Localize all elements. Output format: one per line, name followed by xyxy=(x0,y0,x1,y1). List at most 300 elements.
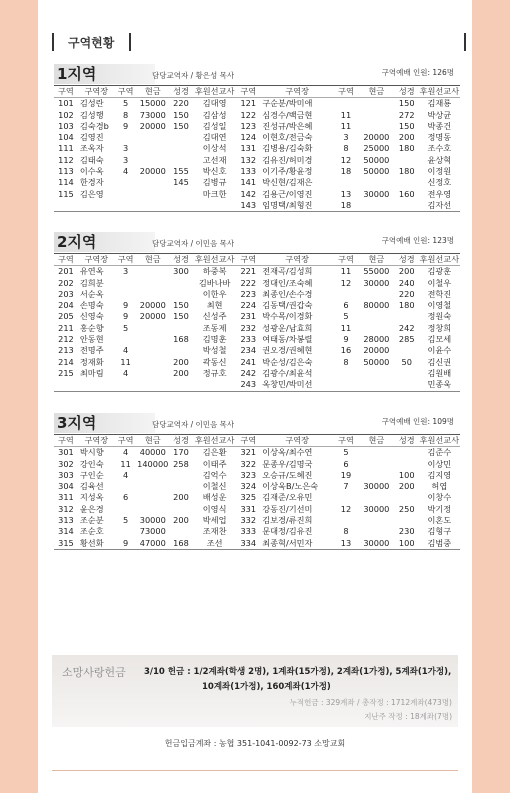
table-cell: 200 xyxy=(398,132,415,143)
table-cell: 200 xyxy=(173,367,189,378)
table-cell: 박신호 xyxy=(202,166,227,177)
table-cell xyxy=(136,177,169,188)
header-title-bar xyxy=(129,33,131,51)
table-cell: 150 xyxy=(173,300,189,311)
table-cell xyxy=(169,143,193,154)
table-cell: 155 xyxy=(173,166,189,177)
table-cell: 11 xyxy=(340,109,352,120)
table-cell: 302 xyxy=(58,458,74,469)
table-cell: 12 xyxy=(340,154,352,165)
table-cell: 19 xyxy=(340,469,352,480)
table-row xyxy=(54,470,460,481)
table-cell: 231 xyxy=(240,311,257,322)
table-cell: 이영식 xyxy=(202,503,227,514)
table-row xyxy=(54,98,460,110)
table-row xyxy=(54,200,460,212)
table-cell: 조동제 xyxy=(202,322,227,333)
table-cell: 김지영 xyxy=(427,469,452,480)
header-right-bar xyxy=(464,33,466,51)
table-cell: 이상석 xyxy=(202,143,227,154)
table-cell xyxy=(193,379,236,391)
table-cell: 272 xyxy=(398,109,415,120)
table-cell: 박시향 xyxy=(79,447,104,458)
column-header: 구역 xyxy=(115,435,137,447)
table-cell: 222 xyxy=(240,277,257,288)
table-cell xyxy=(54,379,78,391)
table-cell: 204 xyxy=(58,300,74,311)
table-cell: 정규호 xyxy=(202,367,227,378)
table-cell: 12 xyxy=(340,277,352,288)
column-header: 구역 xyxy=(236,254,260,266)
table-cell: 214 xyxy=(58,356,74,367)
table-cell: 김광훈 xyxy=(427,266,452,277)
table-cell: 200 xyxy=(398,481,415,492)
table-cell: 200 xyxy=(173,492,189,503)
table-cell: 242 xyxy=(398,322,415,333)
table-row xyxy=(54,526,460,537)
column-header: 현금 xyxy=(136,435,169,447)
table-cell: 50000 xyxy=(363,356,390,367)
region-attendance: 구역예배 인원: 123명 xyxy=(381,236,454,245)
table-cell: 73000 xyxy=(139,109,166,120)
table-cell: 20000 xyxy=(139,311,166,322)
region-pastor: 담당교역자 / 황은성 목사 xyxy=(152,71,235,80)
table-cell xyxy=(115,504,137,515)
region-table xyxy=(54,435,460,550)
table-cell xyxy=(358,98,395,110)
table-cell: 133 xyxy=(240,166,257,177)
table-cell: 고선재 xyxy=(202,154,227,165)
column-header: 현금 xyxy=(358,86,395,98)
region-divider xyxy=(54,253,460,254)
table-cell: 112 xyxy=(58,154,74,165)
table-cell: 202 xyxy=(58,277,74,288)
table-cell: 박수목/이경화 xyxy=(262,311,313,322)
table-cell: 김형구 xyxy=(427,526,452,537)
table-cell: 180 xyxy=(398,143,415,154)
table-cell: 이상옥/최수연 xyxy=(262,447,313,458)
table-cell: 김재준/오유민 xyxy=(262,492,313,503)
table-cell: 김성행 xyxy=(79,109,104,120)
column-header: 후원선교사 xyxy=(194,435,235,445)
table-cell: 242 xyxy=(240,367,257,378)
table-cell xyxy=(334,98,358,110)
table-cell xyxy=(358,526,395,537)
table-cell: 11 xyxy=(120,356,131,367)
table-cell: 이철우 xyxy=(427,277,452,288)
table-cell: 옥창민/박미선 xyxy=(262,379,313,390)
table-cell xyxy=(169,289,193,300)
table-cell: 15000 xyxy=(139,98,166,109)
table-cell xyxy=(115,289,137,300)
table-cell: 5 xyxy=(123,98,129,109)
table-cell: 홍순향 xyxy=(79,322,104,333)
table-cell: 220 xyxy=(173,98,189,109)
column-header: 성경 xyxy=(169,435,193,447)
table-row xyxy=(54,492,460,503)
table-cell: 이영철 xyxy=(427,300,452,311)
region-title: 3지역 xyxy=(54,413,155,433)
table-cell xyxy=(395,345,419,356)
table-row xyxy=(54,357,460,368)
table-cell: 20000 xyxy=(363,132,390,143)
table-cell: 이태주 xyxy=(202,458,227,469)
table-cell: 배성운 xyxy=(202,492,227,503)
table-cell: 9 xyxy=(123,120,129,131)
table-cell xyxy=(136,278,169,289)
table-cell: 324 xyxy=(240,481,257,492)
table-cell: 150 xyxy=(173,120,189,131)
table-cell: 50000 xyxy=(363,154,390,165)
column-header: 성경 xyxy=(169,254,193,266)
table-cell: 7 xyxy=(343,481,349,492)
region-attendance: 구역예배 인원: 109명 xyxy=(381,417,454,426)
table-cell: 정원숙 xyxy=(427,311,452,322)
region-divider xyxy=(54,85,460,86)
table-cell: 김병용/김숙화 xyxy=(262,143,313,154)
table-row xyxy=(54,155,460,166)
table-cell: 전명주 xyxy=(79,345,104,356)
table-row xyxy=(54,166,460,177)
table-cell: 168 xyxy=(173,537,189,548)
table-cell: 323 xyxy=(240,469,257,480)
table-cell: 마크한 xyxy=(202,188,227,199)
table-cell: 100 xyxy=(398,469,415,480)
table-cell xyxy=(395,459,419,470)
table-cell: 180 xyxy=(398,166,415,177)
table-cell: 101 xyxy=(58,98,74,109)
table-row xyxy=(54,278,460,289)
column-header: 구역 xyxy=(334,254,358,266)
table-row xyxy=(54,323,460,334)
table-cell xyxy=(169,189,193,200)
table-cell: 김자선 xyxy=(427,199,452,210)
table-cell xyxy=(358,368,395,379)
table-cell xyxy=(395,311,419,322)
table-cell: 안동현 xyxy=(79,334,104,345)
table-cell: 심경수/백금현 xyxy=(262,109,313,120)
table-cell: 4 xyxy=(123,447,129,458)
table-cell: 168 xyxy=(173,334,189,345)
table-cell: 이창수 xyxy=(427,492,452,503)
table-cell: 김바나바 xyxy=(198,277,231,288)
table-row xyxy=(54,368,460,379)
table-cell: 김육선 xyxy=(79,481,104,492)
table-cell xyxy=(136,132,169,143)
table-cell: 이윤수 xyxy=(427,345,452,356)
region-3-section xyxy=(54,413,460,550)
table-cell xyxy=(169,481,193,492)
table-cell: 정명동 xyxy=(427,132,452,143)
donation-logo: 소망사랑헌금 xyxy=(62,666,126,679)
table-cell: 8 xyxy=(343,526,349,537)
footer-divider xyxy=(52,770,458,771)
table-cell: 50 xyxy=(401,356,412,367)
table-cell: 김은환 xyxy=(202,447,227,458)
column-header: 현금 xyxy=(358,435,395,447)
table-cell xyxy=(136,357,169,368)
table-cell: 김삼성 xyxy=(202,109,227,120)
table-cell: 30000 xyxy=(363,481,390,492)
table-cell xyxy=(358,515,395,526)
table-cell xyxy=(136,379,169,391)
table-cell: 김유진/허미경 xyxy=(262,154,313,165)
table-cell: 이상민 xyxy=(427,458,452,469)
table-cell: 윤상혁 xyxy=(427,154,452,165)
table-cell xyxy=(54,200,78,212)
table-cell xyxy=(115,177,137,188)
table-cell: 322 xyxy=(240,458,257,469)
table-cell: 5 xyxy=(123,515,129,526)
table-cell: 123 xyxy=(240,120,257,131)
table-cell: 정재화 xyxy=(79,356,104,367)
table-cell: 김신권 xyxy=(427,356,452,367)
table-cell: 3 xyxy=(123,143,129,154)
table-cell: 30000 xyxy=(363,503,390,514)
table-cell xyxy=(169,278,193,289)
table-cell: 16 xyxy=(340,345,352,356)
table-cell xyxy=(358,470,395,481)
table-cell: 오승규/도혜진 xyxy=(262,469,313,480)
table-cell: 박기정 xyxy=(427,503,452,514)
column-header: 구역장 xyxy=(78,254,115,266)
table-cell: 20000 xyxy=(139,300,166,311)
table-cell xyxy=(193,200,236,212)
table-cell: 박신현/김재은 xyxy=(262,177,313,188)
table-cell: 이기주/황윤정 xyxy=(262,166,313,177)
table-cell xyxy=(334,492,358,503)
table-cell: 200 xyxy=(173,515,189,526)
table-cell: 최마림 xyxy=(79,367,104,378)
table-cell: 301 xyxy=(58,447,74,458)
table-cell: 142 xyxy=(240,188,257,199)
table-cell: 104 xyxy=(58,132,74,143)
table-cell: 김태숙 xyxy=(79,154,104,165)
table-cell xyxy=(115,379,137,391)
column-header: 현금 xyxy=(136,86,169,98)
table-cell xyxy=(334,368,358,379)
table-cell: 111 xyxy=(58,143,74,154)
table-cell: 윤은경 xyxy=(79,503,104,514)
table-cell: 11 xyxy=(340,120,352,131)
column-header: 구역장 xyxy=(260,254,334,266)
table-cell: 이철신 xyxy=(202,481,227,492)
table-cell: 121 xyxy=(240,98,257,109)
table-cell: 3 xyxy=(343,132,349,143)
table-cell: 이수옥 xyxy=(79,166,104,177)
table-cell: 5 xyxy=(343,447,349,458)
table-cell: 5 xyxy=(123,322,129,333)
table-cell xyxy=(136,492,169,503)
table-cell: 이한우 xyxy=(202,288,227,299)
table-cell: 9 xyxy=(343,334,349,345)
table-cell: 9 xyxy=(123,537,129,548)
table-cell: 325 xyxy=(240,492,257,503)
table-cell: 258 xyxy=(173,458,189,469)
table-cell xyxy=(395,155,419,166)
page-title: 구역현황 xyxy=(68,36,115,50)
table-cell xyxy=(169,323,193,334)
table-cell: 김모세 xyxy=(427,334,452,345)
table-cell: 신성주 xyxy=(202,311,227,322)
table-cell xyxy=(358,177,395,188)
column-header: 성경 xyxy=(395,86,419,98)
table-cell: 조옥자 xyxy=(79,143,104,154)
table-row xyxy=(54,189,460,200)
table-cell: 4 xyxy=(123,469,129,480)
column-header: 성경 xyxy=(395,435,419,447)
table-cell xyxy=(334,379,358,391)
table-cell: 박성철 xyxy=(202,345,227,356)
table-cell: 신정호 xyxy=(427,177,452,188)
region-table xyxy=(54,86,460,212)
table-cell: 이혼도 xyxy=(427,515,452,526)
table-cell: 241 xyxy=(240,356,257,367)
table-cell: 하중복 xyxy=(202,266,227,277)
table-row xyxy=(54,379,460,391)
table-cell: 문대정/김유진 xyxy=(262,526,313,537)
table-cell: 전재곡/김성희 xyxy=(262,266,313,277)
table-cell: 박종건 xyxy=(427,120,452,131)
column-header: 구역장 xyxy=(78,435,115,447)
table-cell: 240 xyxy=(398,277,415,288)
column-header: 후원선교사 xyxy=(419,86,460,96)
table-cell: 100 xyxy=(398,537,415,548)
table-cell: 6 xyxy=(343,300,349,311)
table-cell: 103 xyxy=(58,120,74,131)
table-cell: 304 xyxy=(58,481,74,492)
column-header: 구역 xyxy=(54,435,78,447)
table-row xyxy=(54,177,460,188)
table-cell: 허엽 xyxy=(431,481,448,492)
column-header: 현금 xyxy=(136,254,169,266)
table-cell xyxy=(334,515,358,526)
table-cell xyxy=(395,379,419,391)
table-cell xyxy=(395,515,419,526)
table-header-row xyxy=(54,86,460,98)
table-row xyxy=(54,515,460,526)
column-header: 구역 xyxy=(236,435,260,447)
table-cell: 3 xyxy=(123,154,129,165)
table-cell: 조수호 xyxy=(427,143,452,154)
table-cell: 40000 xyxy=(139,447,166,458)
table-cell: 김은영 xyxy=(79,188,104,199)
table-cell xyxy=(169,345,193,356)
table-cell: 강동진/기선미 xyxy=(262,503,313,514)
table-cell: 73000 xyxy=(139,526,166,537)
column-header: 후원선교사 xyxy=(194,254,235,264)
table-cell: 321 xyxy=(240,447,257,458)
table-cell xyxy=(136,266,169,278)
table-cell: 김범중 xyxy=(427,537,452,548)
table-cell: 334 xyxy=(240,537,257,548)
table-cell: 30000 xyxy=(139,515,166,526)
table-cell: 김동택/권갑숙 xyxy=(262,300,313,311)
table-cell: 구인순 xyxy=(79,469,104,480)
table-cell: 전우영 xyxy=(427,188,452,199)
table-cell xyxy=(136,155,169,166)
region-table xyxy=(54,254,460,392)
table-cell: 4 xyxy=(123,345,129,356)
region-divider xyxy=(54,434,460,435)
table-cell: 김용근/이영진 xyxy=(262,188,313,199)
table-cell: 160 xyxy=(398,188,415,199)
table-cell: 220 xyxy=(398,288,415,299)
table-cell: 124 xyxy=(240,132,257,143)
table-cell: 김숙경b xyxy=(79,120,109,131)
table-cell xyxy=(115,278,137,289)
table-cell: 12 xyxy=(340,503,352,514)
table-cell: 곽동신 xyxy=(202,356,227,367)
table-cell xyxy=(358,200,395,212)
table-row xyxy=(54,504,460,515)
table-cell: 9 xyxy=(123,300,129,311)
table-cell xyxy=(358,110,395,121)
table-cell: 25000 xyxy=(363,143,390,154)
table-cell: 28000 xyxy=(363,334,390,345)
table-cell: 6 xyxy=(343,458,349,469)
table-cell: 김명훈 xyxy=(202,334,227,345)
region-title: 2지역 xyxy=(54,232,155,252)
table-cell: 3 xyxy=(123,266,129,277)
table-cell xyxy=(169,470,193,481)
donation-last-week: 지난주 작정 : 18계좌(7명) xyxy=(364,712,452,721)
table-cell xyxy=(358,379,395,391)
column-header: 구역 xyxy=(334,86,358,98)
table-cell: 김병규 xyxy=(202,177,227,188)
table-cell xyxy=(395,200,419,212)
table-cell: 332 xyxy=(240,515,257,526)
table-cell: 311 xyxy=(58,492,74,503)
table-cell: 300 xyxy=(173,266,189,277)
table-cell: 신영숙 xyxy=(79,311,104,322)
table-cell: 223 xyxy=(240,288,257,299)
table-cell: 서순옥 xyxy=(79,288,104,299)
table-cell: 6 xyxy=(123,492,129,503)
region-pastor: 담당교역자 / 이민음 목사 xyxy=(152,239,235,248)
table-cell: 11 xyxy=(120,458,131,469)
table-cell: 314 xyxy=(58,526,74,537)
column-header: 구역 xyxy=(334,435,358,447)
column-header: 구역장 xyxy=(78,86,115,98)
column-header: 성경 xyxy=(395,254,419,266)
table-cell: 150 xyxy=(173,311,189,322)
table-cell: 조순분 xyxy=(79,515,104,526)
table-row xyxy=(54,300,460,311)
donation-line-2: 10계좌(1가정), 160계좌(1가정) xyxy=(202,682,331,692)
table-cell: 이현호/전금숙 xyxy=(262,132,313,143)
bulletin-page xyxy=(38,0,472,793)
table-cell: 박세업 xyxy=(202,515,227,526)
table-cell xyxy=(334,177,358,188)
table-cell xyxy=(358,121,395,132)
table-cell: 18 xyxy=(340,199,352,210)
table-cell xyxy=(115,481,137,492)
table-cell: 김원배 xyxy=(427,367,452,378)
table-row xyxy=(54,143,460,154)
table-cell: 김준수 xyxy=(427,447,452,458)
column-header: 후원선교사 xyxy=(419,254,460,264)
table-cell: 조순호 xyxy=(79,526,104,537)
table-cell xyxy=(358,447,395,459)
table-cell: 131 xyxy=(240,143,257,154)
table-row xyxy=(54,121,460,132)
table-cell: 115 xyxy=(58,188,74,199)
table-cell: 233 xyxy=(240,334,257,345)
table-cell: 김희분 xyxy=(79,277,104,288)
table-cell xyxy=(169,526,193,537)
table-cell: 333 xyxy=(240,526,257,537)
